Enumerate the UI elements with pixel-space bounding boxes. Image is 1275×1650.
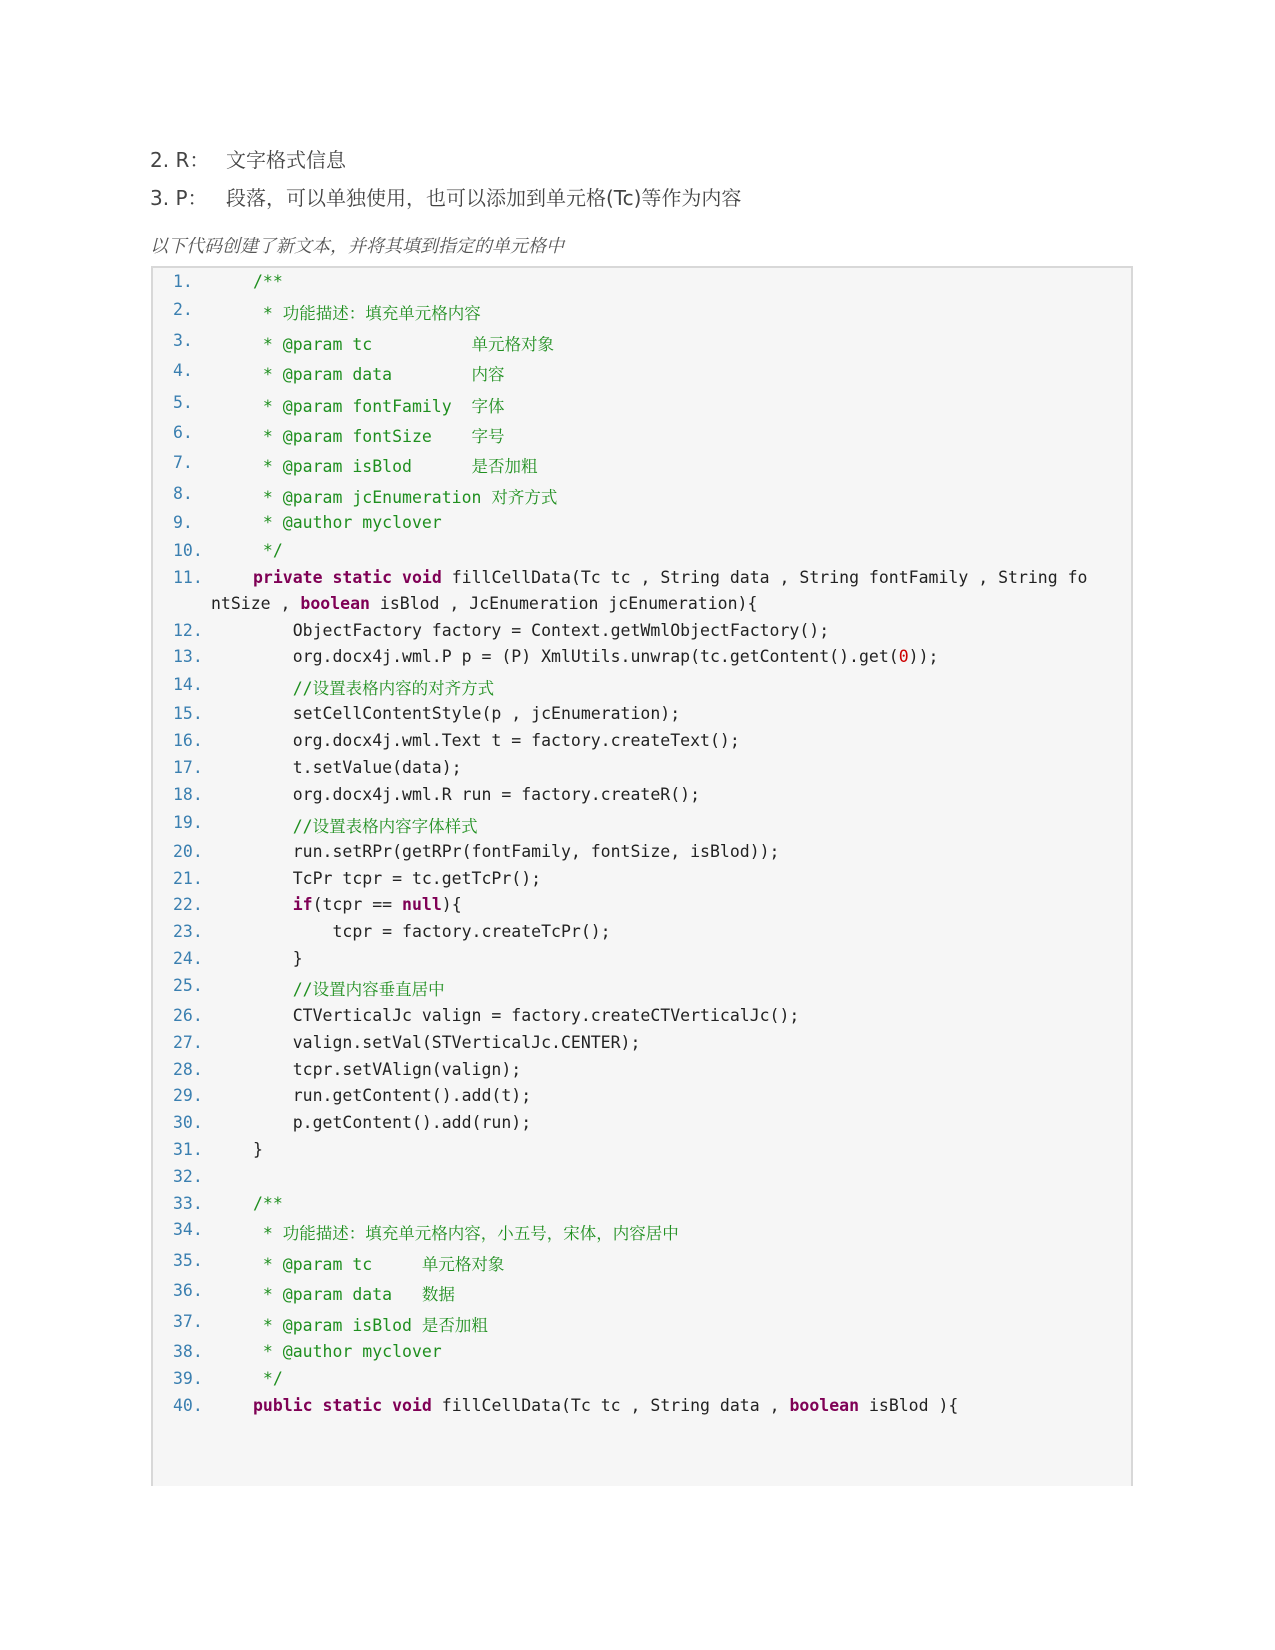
code-line: //设置内容垂直居中: [253, 980, 445, 999]
line-number: 23.: [173, 922, 203, 941]
code-line: private static void fillCellData(Tc tc , String data , String fontFamily , String fo: [253, 568, 1088, 587]
code-line: org.docx4j.wml.Text t = factory.createText();: [253, 731, 740, 750]
line-number: 30.: [173, 1113, 203, 1132]
code-line: ntSize , boolean isBlod , JcEnumeration jcEnumeration){: [211, 594, 758, 613]
line-number: 26.: [173, 1006, 203, 1025]
code-line: }: [253, 949, 303, 968]
code-line: tcpr.setVAlign(valign);: [253, 1060, 522, 1079]
line-number: 19.: [173, 813, 203, 832]
line-number: 1.: [173, 272, 193, 291]
line-number: 6.: [173, 423, 193, 442]
line-number: 31.: [173, 1140, 203, 1159]
code-line: * @param isBlod 是否加粗: [253, 457, 538, 476]
code-line: if(tcpr == null){: [292, 895, 462, 914]
line-number: 32.: [173, 1167, 203, 1186]
code-line: //设置表格内容字体样式: [253, 817, 478, 836]
code-line: }: [253, 1140, 263, 1159]
line-number: 35.: [173, 1251, 203, 1270]
list-desc: 文字格式信息: [226, 148, 346, 172]
line-number: 12.: [173, 621, 203, 640]
line-number: 4.: [173, 361, 193, 380]
list-item-r: [150, 146, 346, 174]
code-line: * @param fontSize 字号: [253, 427, 505, 446]
code-line: * @param data 数据: [253, 1285, 455, 1304]
code-line: * @param jcEnumeration 对齐方式: [253, 488, 558, 507]
line-number: 5.: [173, 393, 193, 412]
code-line: /**: [253, 1194, 283, 1213]
line-number: 3.: [173, 331, 193, 350]
line-number: 2.: [173, 300, 193, 319]
line-number: 24.: [173, 949, 203, 968]
code-line: org.docx4j.wml.R run = factory.createR();: [253, 785, 701, 804]
code-line: */: [253, 1369, 283, 1388]
line-number: 17.: [173, 758, 203, 777]
code-block: [151, 266, 1133, 1486]
line-number: 25.: [173, 976, 203, 995]
list-desc: 段落，可以单独使用，也可以添加到单元格(Tc)等作为内容: [226, 186, 742, 210]
code-line: * @param tc 单元格对象: [253, 335, 555, 354]
code-line: /**: [253, 272, 283, 291]
line-number: 36.: [173, 1281, 203, 1300]
line-number: 28.: [173, 1060, 203, 1079]
line-number: 11.: [173, 568, 203, 587]
code-caption: 以下代码创建了新文本，并将其填到指定的单元格中: [150, 236, 564, 257]
line-number: 20.: [173, 842, 203, 861]
code-line: * @param data 内容: [253, 365, 505, 384]
code-line: run.getContent().add(t);: [253, 1086, 532, 1105]
code-line: valign.setVal(STVerticalJc.CENTER);: [253, 1033, 641, 1052]
line-number: 37.: [173, 1312, 203, 1331]
line-number: 9.: [173, 513, 193, 532]
code-line: * 功能描述：填充单元格内容，小五号，宋体，内容居中: [253, 1224, 679, 1243]
code-line: run.setRPr(getRPr(fontFamily, fontSize, isBlod));: [253, 842, 780, 861]
line-number: 21.: [173, 869, 203, 888]
code-line: TcPr tcpr = tc.getTcPr();: [253, 869, 542, 888]
list-term: 2. R：: [150, 148, 210, 172]
line-number: 18.: [173, 785, 203, 804]
line-number: 34.: [173, 1220, 203, 1239]
list-term: 3. P：: [150, 186, 208, 210]
code-line: public static void fillCellData(Tc tc , String data , boolean isBlod ){: [253, 1396, 959, 1415]
line-number: 29.: [173, 1086, 203, 1105]
code-line: CTVerticalJc valign = factory.createCTVerticalJc();: [253, 1006, 800, 1025]
code-line: t.setValue(data);: [253, 758, 462, 777]
line-number: 10.: [173, 541, 203, 560]
code-line: * @author myclover: [253, 513, 442, 532]
line-number: 33.: [173, 1194, 203, 1213]
line-number: 16.: [173, 731, 203, 750]
line-number: 14.: [173, 675, 203, 694]
line-number: 27.: [173, 1033, 203, 1052]
code-line: * @param tc 单元格对象: [253, 1255, 505, 1274]
line-number: 8.: [173, 484, 193, 503]
line-number: 40.: [173, 1396, 203, 1415]
code-line: * @author myclover: [253, 1342, 442, 1361]
code-line: tcpr = factory.createTcPr();: [253, 922, 611, 941]
line-number: 13.: [173, 647, 203, 666]
line-number: 22.: [173, 895, 203, 914]
code-line: * 功能描述：填充单元格内容: [253, 304, 481, 323]
code-line: */: [253, 541, 283, 560]
line-number: 38.: [173, 1342, 203, 1361]
line-number: 39.: [173, 1369, 203, 1388]
code-line: p.getContent().add(run);: [253, 1113, 532, 1132]
line-number: 15.: [173, 704, 203, 723]
code-line: * @param isBlod 是否加粗: [253, 1316, 488, 1335]
line-number: 7.: [173, 453, 193, 472]
code-line: * @param fontFamily 字体: [253, 397, 505, 416]
list-item-p: [150, 184, 741, 212]
code-line: //设置表格内容的对齐方式: [253, 679, 495, 698]
code-line: setCellContentStyle(p , jcEnumeration);: [253, 704, 681, 723]
code-line: org.docx4j.wml.P p = (P) XmlUtils.unwrap(tc.getContent().get(0));: [253, 647, 939, 666]
code-line: ObjectFactory factory = Context.getWmlObjectFactory();: [253, 621, 830, 640]
